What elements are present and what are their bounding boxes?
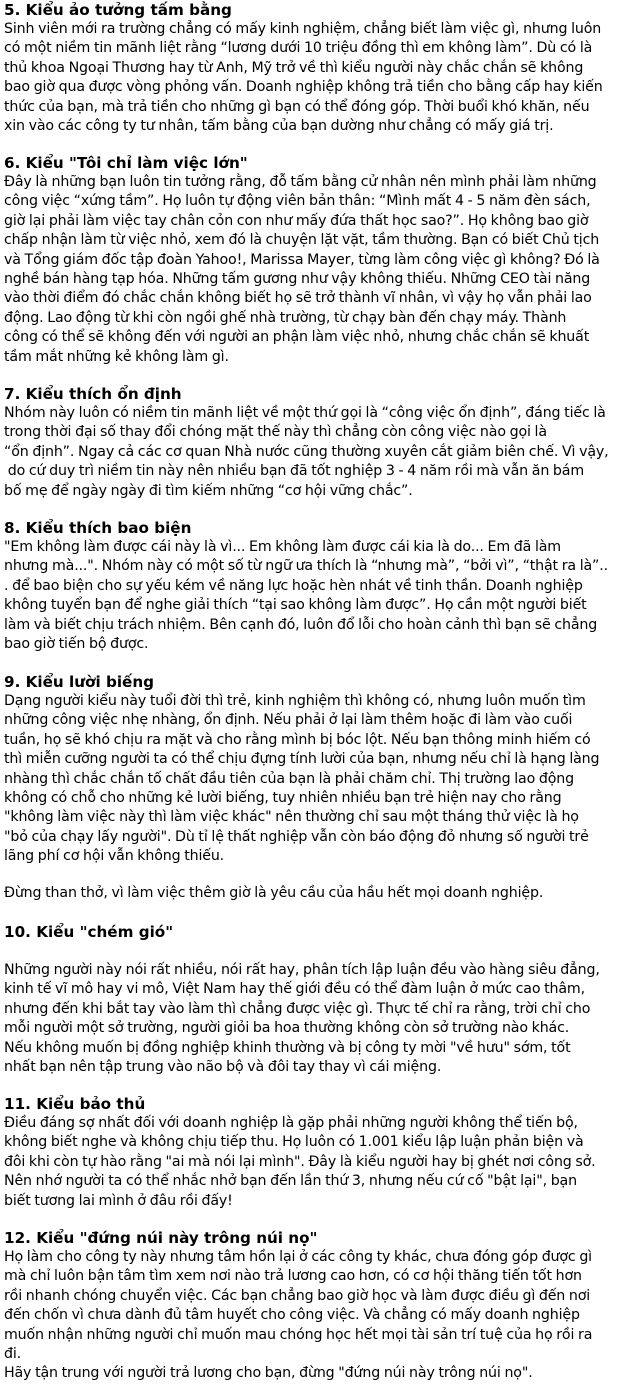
paragraph-line: mỗi người một sở trường, người giỏi ba hoa thường không còn sở trường nào khác. <box>4 1020 570 1037</box>
paragraph-line: Dạng người kiểu này tuổi đời thì trẻ, kinh nghiệm thì không có, nhưng luôn muốn tìm <box>4 693 586 709</box>
section-paragraph <box>4 404 622 501</box>
paragraph-line: bố mẹ để ngày ngày đi tìm kiếm những “cơ hội vững chắc”. <box>4 482 413 499</box>
section-heading: 10. Kiểu "chém gió" <box>4 923 174 941</box>
paragraph-line: biết tương lai mình ở đâu rồi đấy! <box>4 1192 233 1209</box>
paragraph-line: làm và biết chịu trách nhiệm. Bên cạnh đó, luôn đổ lỗi cho hoàn cảnh thì bạn sẽ chẳng <box>4 616 598 633</box>
section-paragraph <box>4 884 622 903</box>
section-heading: 12. Kiểu "đứng núi này trông núi nọ" <box>4 1229 318 1247</box>
paragraph-line: nhưng đến khi bắt tay vào làm thì chẳng được việc gì. Thực tế chỉ ra rằng, trời chỉ cho <box>4 1000 591 1017</box>
paragraph-line: bao giờ qua được vòng phỏng vấn. Doanh nghiệp không trả tiền cho bằng cấp hay kiến <box>4 79 603 96</box>
paragraph-line: công việc “xứng tầm”. Họ luôn tự động viên bản thân: “Mình mất 4 - 5 năm đèn sách, <box>4 193 591 210</box>
section-7 <box>4 385 622 501</box>
section-12 <box>4 1229 622 1384</box>
paragraph-line: muốn nhận những người chỉ muốn mau chóng học hết mọi tài sản trí tuệ của họ rồi ra <box>4 1326 593 1343</box>
paragraph-line: công có thể sẽ không đến với người an phận làm việc nhỏ, nhưng chắc chắn sẽ khuất <box>4 329 590 346</box>
paragraph-line: nhất bạn nên tập trung vào não bộ và đôi tay thay vì cái miệng. <box>4 1059 442 1076</box>
section-heading: 8. Kiểu thích bao biện <box>4 519 192 537</box>
paragraph-line: thủ khoa Ngoại Thương hay từ Anh, Mỹ trở về thì kiểu người này chắc chắn sẽ không <box>4 59 584 76</box>
section-8 <box>4 519 622 654</box>
paragraph-line: "Em không làm được cái này là vì... Em không làm được cái kia là do... Em đã làm <box>4 539 561 555</box>
paragraph-line: do cứ duy trì niềm tin này nên nhiều bạn đã tốt nghiệp 3 - 4 năm rồi mà vẫn ăn bám <box>4 463 584 480</box>
section-10 <box>4 923 622 1077</box>
paragraph-line: và Tổng giám đốc tập đoàn Yahoo!, Marissa Mayer, từng làm công việc gì không? Đó là <box>4 251 600 268</box>
closing-sentence <box>4 884 622 903</box>
paragraph-line: Đây là những bạn luôn tin tưởng rằng, đỗ tấm bằng cử nhân nên mình phải làm những <box>4 174 597 190</box>
section-heading: 7. Kiểu thích ổn định <box>4 385 182 403</box>
section-heading: 9. Kiểu lười biếng <box>4 673 155 691</box>
section-paragraph <box>4 173 622 367</box>
paragraph-line: giờ lại phải làm việc tay chân cỏn con như mấy đứa thất học sao?”. Họ không bao giờ <box>4 212 589 229</box>
paragraph-line: không biết nghe và không chịu tiếp thu. Họ luôn có 1.001 kiểu lập luận phản biện và <box>4 1134 584 1151</box>
paragraph-line: thì miễn cưỡng người ta có thể chịu đựng tính lười của bạn, nhưng nếu chỉ là hạng làng <box>4 751 600 768</box>
paragraph-line: Nên nhớ người ta có thể nhắc nhở bạn đến lần thứ 3, nhưng nếu cứ cố "bật lại", bạn <box>4 1173 577 1190</box>
paragraph-line: Họ làm cho công ty này nhưng tâm hồn lại ở các công ty khác, chưa đóng góp được gì <box>4 1249 592 1265</box>
paragraph-line: . để bao biện cho sự yếu kém về năng lực hoặc hèn nhát về tinh thần. Doanh nghiệp <box>4 577 583 594</box>
paragraph-line: đến chốn vì chưa dành đủ tâm huyết cho công việc. Và chẳng có mấy doanh nghiệp <box>4 1307 580 1324</box>
paragraph-line: "bỏ của chạy lấy người". Dù tỉ lệ thất nghiệp vẫn còn báo động đỏ nhưng số người trẻ <box>4 828 589 845</box>
paragraph-line: mà chỉ luôn bận tâm tìm xem nơi nào trả lương cao hơn, có cơ hội thăng tiến tốt hơn <box>4 1268 582 1285</box>
paragraph-line: chấp nhận làm từ việc nhỏ, xem đó là chuyện lặt vặt, tầm thường. Bạn có biết Chủ tịch <box>4 232 600 249</box>
paragraph-line: Điều đáng sợ nhất đối với doanh nghiệp là gặp phải những người không thể tiến bộ, <box>4 1115 578 1131</box>
paragraph-line: tuần, họ sẽ khó chịu ra mặt và cho rằng mình bị bóc lột. Nếu bạn thông minh hiếm có <box>4 731 591 748</box>
paragraph-line: nghề bán hàng tạp hóa. Những tấm gương như vậy không thiếu. Những CEO tài năng <box>4 271 591 288</box>
paragraph-line: rồi nhanh chóng chuyển việc. Các bạn chẳng bao giờ học và làm được điều gì đến nơi <box>4 1287 591 1304</box>
paragraph-line: có một niềm tin mãnh liệt rằng “lương dưới 10 triệu đồng thì em không làm”. Dù có là <box>4 40 593 57</box>
paragraph-line: Nếu không muốn bị đồng nghiệp khinh thường và bị công ty mời "về hưu" sớm, tốt <box>4 1039 571 1056</box>
paragraph-line: “ổn định”. Ngay cả các cơ quan Nhà nước cũng thường xuyên cắt giảm biên chế. Vì vậy, <box>4 443 609 460</box>
paragraph-line: trong thời đại số thay đổi chóng mặt thế này thì chẳng còn công việc nào gọi là <box>4 424 547 441</box>
paragraph-line: đôi khi còn tự hào rằng "ai mà nói lại mình". Đây là kiểu người hay bị ghét nơi công sở. <box>4 1153 596 1170</box>
paragraph-line: không có chỗ cho những kẻ lười biếng, tuy nhiên nhiều bạn trẻ hiện nay cho rằng <box>4 790 562 807</box>
paragraph-line: động. Lao động từ khi còn ngồi ghế nhà trường, từ chạy bàn đến chạy máy. Thành <box>4 309 567 326</box>
paragraph-line: vào thời điểm đó chắc chắn không biết họ sẽ trở thành vĩ nhân, vì vậy họ vẫn phải lao <box>4 290 592 307</box>
paragraph-line: Những người này nói rất nhiều, nói rất hay, phân tích lập luận đều vào hàng siêu đẳng, <box>4 962 600 978</box>
section-paragraph <box>4 538 622 654</box>
paragraph-line: Nhóm này luôn có niềm tin mãnh liệt về một thứ gọi là “công việc ổn định”, đáng tiếc là <box>4 405 606 421</box>
section-paragraph <box>4 692 622 867</box>
paragraph-line: những công việc nhẹ nhàng, ổn định. Nếu phải ở lại làm thêm hoặc đi làm vào cuối <box>4 712 573 729</box>
paragraph-line: nhàng thì chắc chắn tố chất đầu tiên của bạn là phải chăm chỉ. Thị trường lao động <box>4 770 574 787</box>
section-5 <box>4 1 622 136</box>
section-paragraph <box>4 1248 622 1384</box>
paragraph-line: nhưng mà...". Nhóm này có một số từ ngữ ưa thích là “nhưng mà”, “bởi vì”, “thật ra là”.. <box>4 558 608 575</box>
section-6 <box>4 154 622 367</box>
paragraph-line: xin vào các công ty tư nhân, tấm bằng của bạn dường như chẳng có mấy giá trị. <box>4 118 554 135</box>
section-paragraph <box>4 20 622 136</box>
paragraph-line: đi. <box>4 1346 22 1363</box>
paragraph-line: Hãy tận trung với người trả lương cho bạn, đừng "đứng núi này trông núi nọ". <box>4 1365 533 1382</box>
section-paragraph <box>4 961 622 1077</box>
paragraph-line: kinh tế vĩ mô hay vi mô, Việt Nam hay thế giới đều có thể đàm luận ở mức cao thâm, <box>4 981 585 998</box>
section-9 <box>4 673 622 867</box>
section-heading: 11. Kiểu bảo thủ <box>4 1095 146 1113</box>
paragraph-line: không tuyển bạn để nghe giải thích “tại sao không làm được”. Họ cần một người biết <box>4 597 587 614</box>
paragraph-line: bao giờ tiến bộ được. <box>4 636 149 653</box>
paragraph-line: lãng phí cơ hội vẫn không thiếu. <box>4 848 225 865</box>
paragraph-line: Sinh viên mới ra trường chẳng có mấy kinh nghiệm, chẳng biết làm việc gì, nhưng luôn <box>4 21 602 37</box>
section-11 <box>4 1095 622 1211</box>
paragraph-line: Đừng than thở, vì làm việc thêm giờ là yêu cầu của hầu hết mọi doanh nghiệp. <box>4 885 544 901</box>
section-heading: 6. Kiểu "Tôi chỉ làm việc lớn" <box>4 154 248 172</box>
section-heading: 5. Kiểu ảo tưởng tấm bằng <box>4 1 232 19</box>
paragraph-line: tầm mắt những kẻ không làm gì. <box>4 348 229 365</box>
section-paragraph <box>4 1114 622 1211</box>
paragraph-line: thức của bạn, mà trả tiền cho những gì bạn có thể đóng góp. Thời buổi khó khăn, nếu <box>4 98 590 115</box>
paragraph-line: "không làm việc này thì làm việc khác" nên thường chỉ sau một tháng thử việc là họ <box>4 809 579 826</box>
